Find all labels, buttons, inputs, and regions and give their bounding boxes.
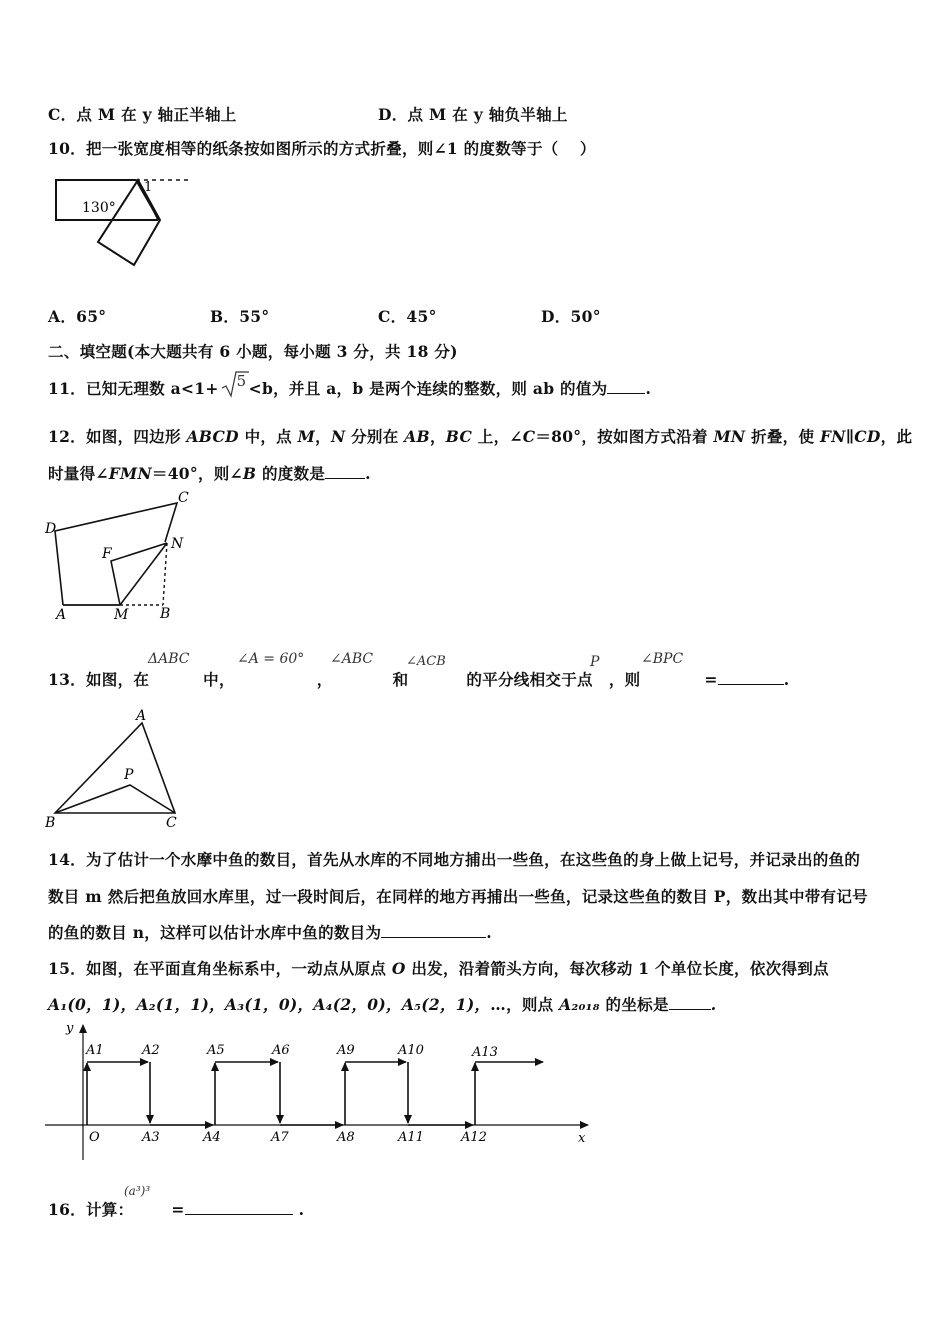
q11-text (48, 372, 652, 399)
q12-label-b: B (160, 606, 171, 622)
q12-t1: 12．如图，四边形 (48, 427, 187, 446)
q11-end: . (645, 379, 652, 398)
q12-label-d: D (45, 521, 57, 537)
q15-bottom-label: A3 (142, 1130, 160, 1145)
q14-end: . (486, 923, 492, 942)
q12-ab: AB (404, 427, 430, 446)
q15-answer-blank[interactable] (669, 1009, 711, 1010)
q12-t7: ，此 (880, 427, 913, 446)
q15-top-label: A2 (142, 1043, 160, 1058)
q12-abcd: ABCD (186, 427, 239, 446)
q12-line2 (48, 462, 371, 484)
q12-fmn: FMN (108, 464, 152, 483)
q15-line2 (48, 993, 716, 1015)
q13-answer-blank[interactable] (718, 684, 784, 685)
q14-line2: 数目 m 然后把鱼放回水库里，过一段时间后，在同样的地方再捕出一些鱼，记录这些鱼的数目 P，数出其中带有记号 (48, 887, 868, 906)
q12-b: B (242, 464, 257, 483)
q13-label-a: A (136, 708, 147, 724)
q16-text (48, 1198, 304, 1220)
q15-bottom-label: A7 (271, 1130, 289, 1145)
q13-text (48, 668, 789, 690)
q13-label-c: C (166, 815, 177, 831)
q10-stem: 10．把一张宽度相等的纸条按如图所示的方式折叠，则∠1 的度数等于（ ） (48, 139, 596, 158)
q15-end: . (710, 995, 717, 1014)
q12-t8: 时量得∠ (48, 464, 109, 483)
q12-n: N (330, 427, 346, 446)
q12-t4: 上，∠ (472, 427, 523, 446)
q15-point-5: A₅(2，1)， (401, 995, 491, 1014)
q15-bottom-label: A4 (203, 1130, 221, 1145)
q13-triangle-abc: ΔABC (148, 651, 190, 667)
q15-top-label: A1 (86, 1043, 104, 1058)
q10-angle-130-label: 130° (82, 200, 116, 216)
q15-origin: O (89, 1130, 100, 1145)
q13-label-b: B (45, 815, 56, 831)
q13-figure (40, 705, 190, 835)
q10-option-c: C．45° (378, 307, 437, 326)
q10-angle-1-label: 1 (144, 180, 153, 195)
q12-c: C (522, 427, 536, 446)
q15-figure (40, 1015, 600, 1165)
q15-t1: 15．如图，在平面直角坐标系中，一动点从原点 (48, 959, 392, 978)
q15-top-label: A6 (272, 1043, 290, 1058)
sqrt-5 (219, 372, 249, 394)
q15-top-label: A13 (472, 1045, 498, 1060)
q13-comma: ， (316, 670, 333, 689)
q12-bc: BC (445, 427, 473, 446)
q15-t2: 出发，沿着箭头方向，每次移动 1 个单位长度，依次得到点 (405, 959, 829, 978)
q15-point-4: A₄(2，0)， (313, 995, 402, 1014)
q12-mn: MN (713, 427, 746, 446)
q12-t5: ＝80°，按如图方式沿着 (535, 427, 714, 446)
q13-mid1: 中， (203, 670, 235, 689)
q10-option-a: A．65° (48, 307, 107, 326)
q14-line1: 14．为了估计一个水摩中鱼的数目，首先从水库的不同地方捕出一些鱼，在这些鱼的身上做上记号，并记录出的鱼的 (48, 850, 861, 869)
q11-pre: 11．已知无理数 a<1+ (48, 379, 219, 398)
q14-line3 (48, 921, 492, 943)
q9-option-d: D．点 M 在 y 轴负半轴上 (378, 105, 568, 124)
q15-bottom-label: A11 (398, 1130, 424, 1145)
q12-line1 (48, 425, 912, 447)
q15-top-label: A10 (398, 1043, 424, 1058)
q12-label-n: N (171, 536, 184, 552)
q13-eq: = (704, 670, 718, 689)
q13-angle-bpc: ∠BPC (641, 651, 684, 667)
q14-answer-blank[interactable] (381, 937, 486, 938)
q14-t3: 的鱼的数目 n，这样可以估计水库中鱼的数目为 (48, 923, 382, 942)
q16-expression: (a³)³ (124, 1184, 151, 1198)
q12-label-f: F (102, 546, 112, 562)
q15-o: O (391, 959, 406, 978)
q9-option-c: C．点 M 在 y 轴正半轴上 (48, 105, 237, 124)
q12-m: M (297, 427, 316, 446)
q15-bottom-label: A8 (337, 1130, 355, 1145)
q12-t6: 折叠，使 (745, 427, 820, 446)
q12-end: . (365, 464, 371, 483)
q15-axis-y: y (66, 1021, 74, 1036)
q11-post: <b，并且 a，b 是两个连续的整数，则 ab 的值为 (248, 379, 608, 398)
q15-line1 (48, 957, 829, 979)
q13-angle-acb: ∠ACB (406, 654, 446, 669)
q11-answer-blank[interactable] (607, 393, 645, 394)
q13-angle-a: ∠A = 60° (237, 651, 305, 667)
q16-eq: = (171, 1200, 185, 1219)
q13-end: . (783, 670, 790, 689)
q15-point-2: A₂(1，1)， (136, 995, 225, 1014)
q10-option-d: D．50° (541, 307, 601, 326)
q13-pre: 13．如图，在 (48, 670, 150, 689)
q13-mid2: 的平分线相交于点 (466, 670, 593, 689)
q12-t3: 分别在 (345, 427, 405, 446)
q13-label-p: P (124, 767, 134, 783)
sqrt-radicand: 5 (236, 372, 247, 390)
q12-comma2: ， (429, 427, 446, 446)
q12-t9: ＝40°，则∠ (151, 464, 243, 483)
q12-t10: 的度数是 (256, 464, 326, 483)
q15-t3: 的坐标是 (599, 995, 669, 1014)
q10-option-b: B．55° (210, 307, 270, 326)
q13-point-p: P (590, 654, 600, 670)
q12-label-a: A (56, 607, 67, 623)
q12-label-c: C (178, 490, 189, 506)
q12-figure (40, 485, 210, 625)
q13-angle-abc: ∠ABC (330, 651, 374, 667)
q12-answer-blank[interactable] (325, 478, 365, 479)
q16-answer-blank[interactable] (185, 1214, 293, 1215)
q12-comma: ， (315, 427, 331, 446)
q13-and: 和 (392, 670, 409, 689)
q15-dots: …，则点 (490, 995, 560, 1014)
q13-mid3: ，则 (608, 670, 641, 689)
q15-point-3: A₃(1，0)， (224, 995, 314, 1014)
q15-axis-x: x (578, 1131, 586, 1146)
q12-t2: 中，点 (238, 427, 298, 446)
q15-target: A₂₀₁₈ (559, 995, 600, 1014)
q16-pre: 16．计算： (48, 1200, 134, 1219)
q16-end: . (298, 1200, 305, 1219)
q10-figure (48, 170, 198, 270)
q12-fncd: FN∥CD (819, 427, 881, 446)
q15-bottom-label: A12 (461, 1130, 487, 1145)
section-heading: 二、填空题(本大题共有 6 小题，每小题 3 分，共 18 分) (48, 342, 458, 361)
q15-top-label: A5 (207, 1043, 225, 1058)
q15-point-1: A₁(0，1)， (48, 995, 137, 1014)
q12-label-m: M (114, 607, 129, 623)
q15-top-label: A9 (337, 1043, 355, 1058)
